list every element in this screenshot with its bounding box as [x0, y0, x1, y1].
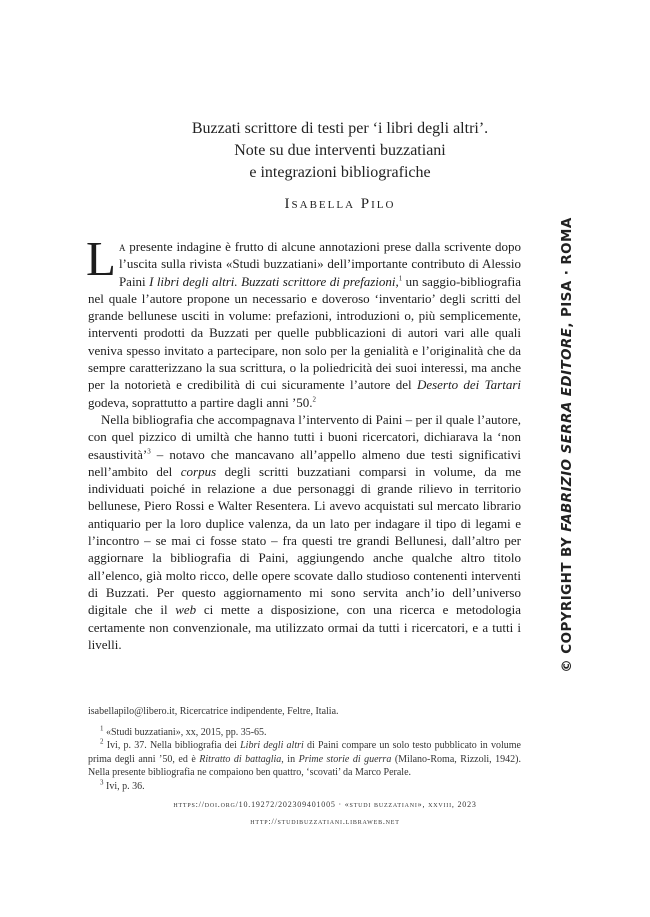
author-name: Isabella Pilo [284, 196, 396, 212]
copyright-prefix: © COPYRIGHT BY [559, 531, 575, 673]
footnote-2 [88, 739, 521, 780]
publisher-name: FABRIZIO SERRA EDITORE [559, 327, 575, 532]
footnote-1-number: 1 [100, 724, 104, 733]
para2-italic-web: web [175, 602, 197, 618]
article-body [86, 231, 521, 653]
footnote-1-text: «Studi buzzatiani», xx, 2015, pp. 35-65. [103, 726, 267, 738]
title-line-3: e integrazioni bibliografiche [249, 164, 431, 181]
footnote-2-text-b: di Paini compare un solo testo pubblicato in volume prima degli anni ’50, ed è [88, 740, 521, 765]
journal-url[interactable]: http://studibuzzatiani.libraweb.net [250, 817, 400, 826]
title-line-2: Note su due interventi buzzatiani [234, 142, 446, 159]
footnote-2-italic-1: Libri degli altri [240, 740, 304, 751]
author-affiliation: isabellapilo@libero.it, Ricercatrice indipendente, Feltre, Italia. [88, 706, 339, 717]
paragraph-2 [88, 411, 521, 653]
para1-text-2: un saggio-bibliografia nel quale l’autore propone un necessario e doveroso ‘inventario’ degli scritti del grande bellunese usciti in volume: prefazioni, introduzioni o, più semplicemente, interventi prodotti da Buzzati per quelle pubblicazioni di autori vari alle quali veniva spesso invitato a partecipare, non solo per la genialità e l’originalità che da sempre caratterizzano la sua scrittura, o la poliedricità dei suoi interessi, ma anche per la notorietà e credibilità di cui sicuramente l’autore del [88, 273, 521, 393]
para2-text-2: – notavo che mancavano all’appello almeno due testi significativi nell’ambito del [88, 446, 521, 479]
footnote-ref-2[interactable]: 2 [312, 395, 317, 404]
para1-text-1: presente indagine è frutto di alcune annotazioni prese dalla scrivente dopo l’uscita sulla rivista «Studi buzzatiani» dell’importante contributo di Alessio Paini [118, 239, 521, 289]
para1-text-3: godeva, soprattutto a partire dagli anni ’50. [88, 394, 313, 410]
para2-text-1: Nella bibliografia che accompagnava l’intervento di Paini – per il quale l’autore, con quel pizzico di umiltà che hanno tutti i buoni ricercatori, dichiarava la ‘non esaustività’ [88, 411, 521, 462]
paragraph-1 [86, 231, 521, 411]
footnotes [88, 705, 521, 793]
doi-reference[interactable]: https://doi.org/10.19272/202309401005 · «studi buzzatiani», xxviii, 2023 [173, 800, 477, 809]
footnote-2-italic-2: Ritratto di battaglia [199, 753, 282, 765]
footnote-2-text-a: Ivi, p. 37. Nella bibliografia dei [103, 740, 241, 751]
para1-italic-title: I libri degli altri. Buzzati scrittore di prefazioni, [149, 273, 399, 289]
para2-italic-corpus: corpus [180, 463, 217, 479]
footnote-2-italic-3: Prime storie di guerra [298, 753, 392, 765]
footnote-ref-1[interactable]: 1 [398, 274, 403, 283]
footnote-1 [88, 726, 521, 740]
footnote-3 [88, 780, 521, 794]
para1-italic-deserto: Deserto dei Tartari [416, 377, 521, 393]
lead-word: a [118, 239, 126, 254]
footnote-3-text: Ivi, p. 36. [103, 780, 145, 792]
footnote-3-number: 3 [100, 778, 104, 787]
title-line-1: Buzzati scrittore di testi per ‘i libri degli altri’. [191, 120, 489, 137]
article-title [60, 118, 620, 184]
para2-text-4: ci mette a disposizione, con una ricerca e metodologia certamente non convenzionale, ma utilizzato ormai da tutti i ricercatori, e a tutti i livelli. [88, 602, 521, 652]
drop-cap: L [86, 231, 116, 286]
footnote-ref-3[interactable]: 3 [147, 447, 151, 456]
para2-text-3: degli scritti buzzatiani comparsi in volume, da me individuati poiché in relazione a due personaggi di grande rilievo in territorio bellunese, Piero Rossi e Walter Resentera. Li avevo acquistati sul mercato librario antiquario per la loro duplice valenza, da un lato per indagare il tipo di legami e l’incontro – se mai ci fosse stato – fra questi tre grandi Bellunesi, dall’altro per aggiornare la bibliografia di Paini, aggiungendo anche qualche altro titolo all’elenco, già molto ricco, delle opere scovate dallo studioso contenenti interventi di Buzzati. Per questo aggiornamento mi sono servita anch’io dell’universo digitale che il [88, 463, 521, 618]
footnote-2-text-c: , in [281, 753, 299, 765]
copyright-notice [559, 215, 577, 675]
copyright-cities: , PISA · ROMA [559, 217, 575, 328]
footnote-2-number: 2 [100, 737, 104, 746]
footnote-2-text-d: (Milano-Roma, Rizzoli, 1942). Nella presente bibliografia ne compaiono ben quattro, ‘scovati’ da Marco Perale. [88, 753, 521, 778]
